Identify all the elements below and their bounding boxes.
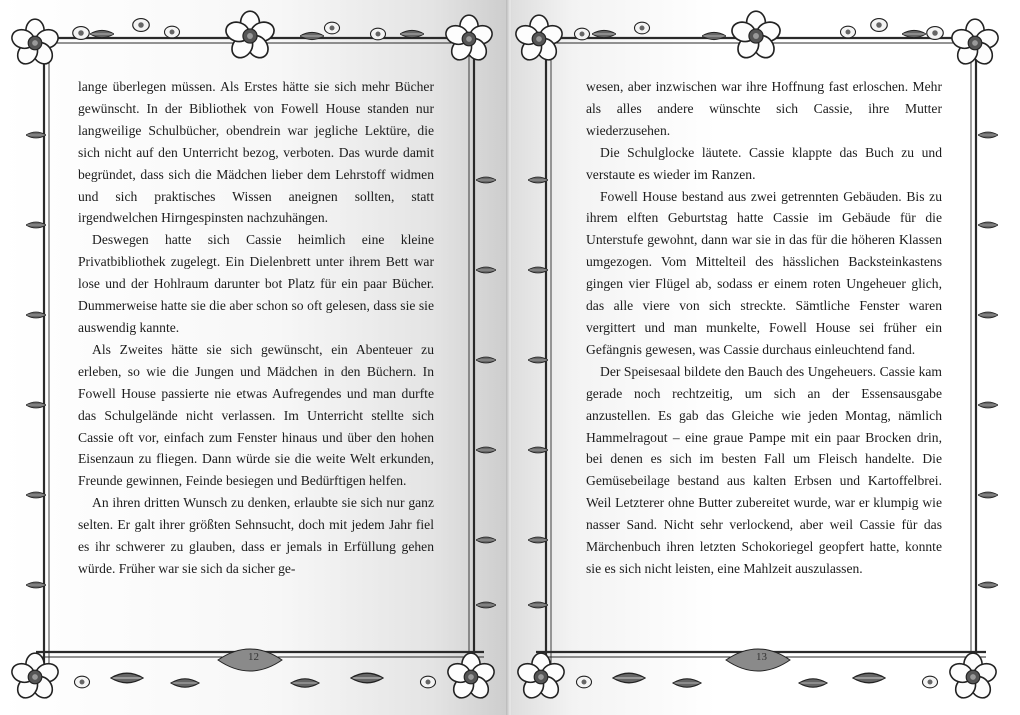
right-page bbox=[512, 0, 1020, 715]
paragraph: Der Speisesaal bildete den Bauch des Ungeheuers. Cassie kam gerade noch rechtzeitig, um sich an der Essensausgabe anzustellen. Es gab das Gleiche wie jeden Montag, nämlich Hammelragout – eine graue Pampe mit ein paar Brocken drin, bei denen es sich im besten Fall um Fleisch handelte. Die Gemüsebeilage bestand aus kalten Erbsen und Kartoffelbrei. Weil Letzterer ohne Butter zubereitet wurde, war er klumpig wie nasser Sand. Nicht sehr verlockend, aber weil Cassie für das Märchenbuch ihren letzten Schokoriegel geopfert hatte, konnte sie es sich nicht leisten, eine Mahlzeit auszulassen. bbox=[586, 363, 942, 576]
paragraph: Fowell House bestand aus zwei getrennten Gebäuden. Bis zu ihrem elften Geburtstag hatte Cassie im Gebäude für die Unterstufe gewohnt, dann war sie in das für die höheren Klassen umgezogen. Vom Mittelteil des hässlichen Backsteinkastens gingen vier Flügel ab, sodass er einem roten Ungeheuer glich, das alle viere von sich streckte. Sämtliche Fenster waren vergittert und man munkelte, Fowell House sei früher ein Gefängnis gewesen, was Cassie durchaus einleuchtend fand. bbox=[586, 188, 942, 357]
right-body-text bbox=[586, 76, 942, 580]
paragraph: lange überlegen müssen. Als Erstes hätte sie sich mehr Bücher gewünscht. In der Bibliothek von Fowell House standen nur langweilige Schulbücher, obendrein war jegliche Lektüre, die sich nicht auf den Unterricht bezog, verboten. Das wurde damit begründet, dass sich die Mädchen lieber dem Lehrstoff widmen und sich praktisches Wissen aneignen sollten, statt irgendwelchen Hirngespinsten nachzuhängen. bbox=[78, 79, 434, 226]
paragraph: Die Schulglocke läutete. Cassie klappte das Buch zu und verstaute es wieder im Ranzen. bbox=[586, 144, 942, 182]
paragraph: Deswegen hatte sich Cassie heimlich eine kleine Privatbibliothek zugelegt. Ein Dielenbrett unter ihrem Bett war lose und der Hohlraum darunter bot Platz für ein paar Bücher. Dummerweise hatte sie die aber schon so oft gelesen, dass sie sie auswendig kannte. bbox=[78, 232, 434, 335]
page-number: 12 bbox=[248, 651, 259, 663]
paragraph: wesen, aber inzwischen war ihre Hoffnung fast erloschen. Mehr als alles andere wünschte sich Cassie, ihre Mutter wiederzusehen. bbox=[586, 79, 942, 138]
left-body-text bbox=[78, 76, 434, 580]
left-page bbox=[0, 0, 508, 715]
page-number: 13 bbox=[756, 651, 767, 663]
paragraph: An ihren dritten Wunsch zu denken, erlaubte sie sich nur ganz selten. Er galt ihrer größten Sehnsucht, doch mit jedem Jahr fiel es ihr schwerer zu glauben, dass er jemals in Erfüllung gehen würde. Früher war sie sich da sicher ge- bbox=[78, 495, 434, 576]
paragraph: Als Zweites hätte sie sich gewünscht, ein Abenteuer zu erleben, so wie die Jungen und Mädchen in den Büchern. In Fowell House passierte nie etwas Aufregendes und man durfte das Schulgelände nicht verlassen. Im Unterricht stellte sich Cassie oft vor, einfach zum Fenster hinaus und über den hohen Eisenzaun zu fliegen. Dann würde sie die weite Welt erkunden, Freunde gewinnen, Feinde besiegen und Bedürftigen helfen. bbox=[78, 341, 434, 489]
